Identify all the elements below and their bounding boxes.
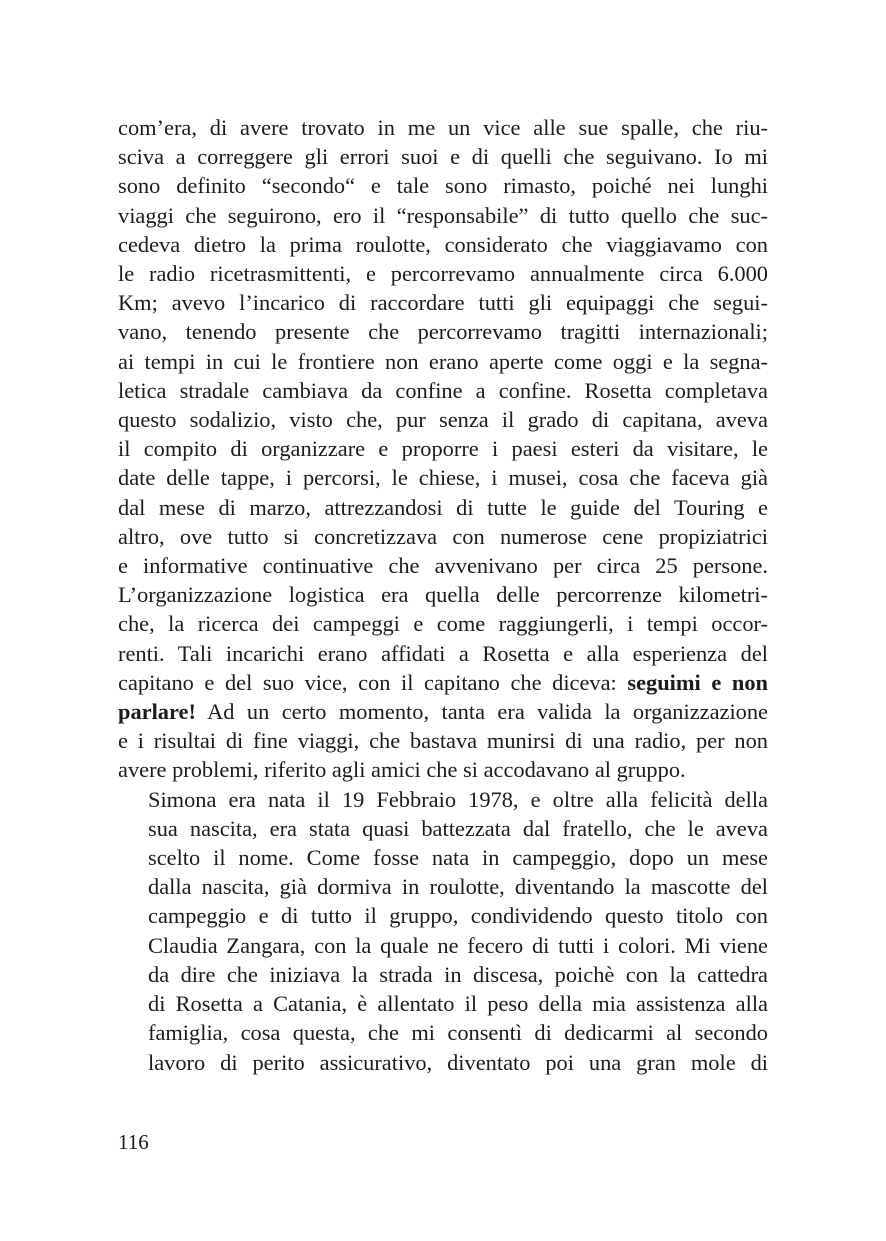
text-line: sono definito “secondo“ e tale sono rimasto, poiché nei lunghi: [118, 173, 768, 199]
text-line: lavoro di perito assicurativo, diventato poi una gran mole di: [148, 1049, 768, 1075]
text-line: Claudia Zangara, con la quale ne fecero di tutti i colori. Mi viene: [148, 932, 768, 958]
text-line: famiglia, cosa questa, che mi consentì di dedicarmi al secondo: [148, 1020, 768, 1046]
text-line: [118, 668, 768, 697]
text-line: ai tempi in cui le frontiere non erano aperte come oggi e la segna-: [118, 348, 768, 374]
text-line: di Rosetta a Catania, è allentato il peso della mia assistenza alla: [148, 991, 768, 1017]
emphasized-quote: seguimi e non: [627, 669, 768, 695]
page-number: 116: [118, 1130, 149, 1154]
text-line: Simona era nata il 19 Febbraio 1978, e oltre alla felicità della: [148, 786, 768, 812]
text-line: date delle tappe, i percorsi, le chiese, i musei, cosa che faceva già: [118, 465, 768, 491]
text-line: il compito di organizzare e proporre i paesi esteri da visitare, le: [118, 436, 768, 462]
text-line: e informative continuative che avvenivano per circa 25 persone.: [118, 553, 768, 579]
text-line: scelto il nome. Come fosse nata in campeggio, dopo un mese: [148, 845, 768, 871]
paragraph: [118, 785, 768, 1077]
text-line: com’era, di avere trovato in me un vice alle sue spalle, che riu-: [118, 115, 768, 140]
text-line: letica stradale cambiava da confine a confine. Rosetta completava: [118, 377, 768, 403]
text-line: Km; avevo l’incarico di raccordare tutti gli equipaggi che segui-: [118, 290, 768, 316]
text-line: altro, ove tutto si concretizzava con numerose cene propiziatrici: [118, 523, 768, 549]
text-run: capitano e del suo vice, con il capitano che diceva:: [118, 669, 628, 695]
text-line: dal mese di marzo, attrezzandosi di tutte le guide del Touring e: [118, 494, 768, 520]
text-line: L’organizzazione logistica era quella delle percorrenze kilometri-: [118, 582, 768, 608]
text-line: vano, tenendo presente che percorrevamo tragitti internazionali;: [118, 319, 768, 345]
text-line: che, la ricerca dei campeggi e come raggiungerli, i tempi occor-: [118, 611, 768, 637]
body-text: [118, 113, 768, 1077]
text-line: questo sodalizio, visto che, pur senza il grado di capitana, aveva: [118, 407, 768, 433]
text-line: viaggi che seguirono, ero il “responsabile” di tutto quello che suc-: [118, 202, 768, 228]
text-line: sua nascita, era stata quasi battezzata dal fratello, che le aveva: [148, 815, 768, 841]
text-line: e i risultai di fine viaggi, che bastava munirsi di una radio, per non: [118, 728, 768, 754]
text-line: campeggio e di tutto il gruppo, condividendo questo titolo con: [148, 903, 768, 929]
emphasized-quote: parlare!: [118, 699, 196, 725]
paragraph: [118, 113, 768, 785]
text-line: [118, 697, 768, 726]
text-run: Ad un certo momento, tanta era valida la organizzazione: [195, 699, 768, 725]
text-line: avere problemi, riferito agli amici che si accodavano al gruppo.: [118, 757, 686, 783]
text-line: dalla nascita, già dormiva in roulotte, diventando la mascotte del: [148, 874, 768, 900]
text-line: cedeva dietro la prima roulotte, considerato che viaggiavamo con: [118, 231, 768, 257]
text-line: le radio ricetrasmittenti, e percorrevamo annualmente circa 6.000: [118, 261, 768, 287]
text-line: sciva a correggere gli errori suoi e di quelli che seguivano. Io mi: [118, 144, 768, 170]
text-line: da dire che iniziava la strada in discesa, poichè con la cattedra: [148, 961, 768, 987]
text-line: renti. Tali incarichi erano affidati a Rosetta e alla esperienza del: [118, 640, 768, 666]
